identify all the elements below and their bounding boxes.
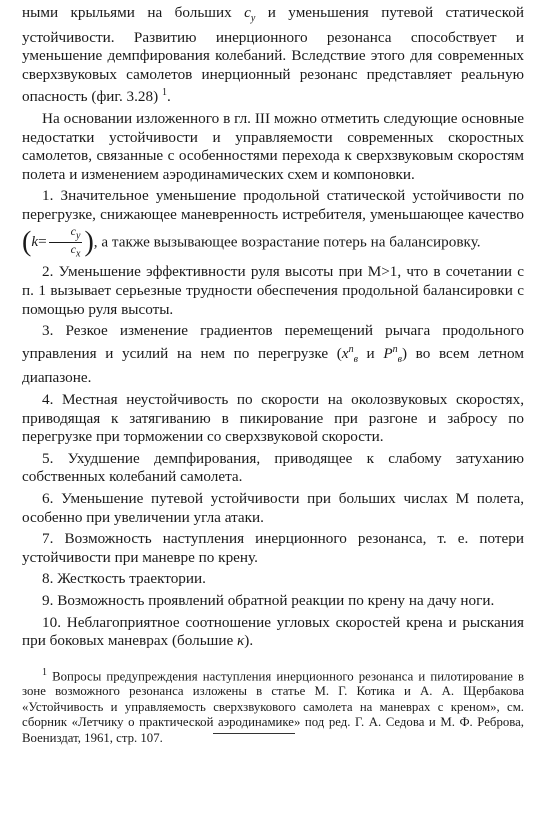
item-2: 2. Уменьшение эффективности руля высоты при M>1, что в сочетании с п. 1 вызывает серьезные трудности обеспечения продольной балансировки с помощью руля высоты.: [22, 263, 524, 318]
intro-text-rest: и уменьшения путевой статической устойчивости. Развитию инерционного резонанса способствует и уменьшение демпфирования колебаний. Вследствие этого для современных сверхзвуковых самолетов инерционный резонанс представляет реальную опасность (фиг. 3.28): [22, 4, 525, 106]
footnote-ref: 1: [161, 87, 167, 99]
cy-symbol: $c_y$: [244, 4, 256, 25]
lead-paragraph: На основании изложенного в гл. III можно отметить следующие основные недостатки устойчивости и управляемости современных скоростных самолетов, связанные с особенностями перехода к сверхзвуковым скоростям полета и изменением аэродинамических схем и компоновки.: [22, 110, 524, 183]
item-9: 9. Возможность проявлений обратной реакции по крену на дачу ноги.: [42, 592, 495, 609]
item-10: 10. Неблагоприятное соотношение угловых скоростей крена и рыскания при боковых маневрах (большие κ).: [22, 613, 524, 650]
footnote-mark: 1: [42, 666, 47, 678]
page-body: [22, 4, 524, 759]
cy-over-cx-fraction: $\frac{c_y}{c_x}$: [49, 225, 83, 261]
x-symbol: $x^n_в$: [341, 343, 358, 365]
intro-paragraph: ными крыльями на больших $c_y$ и уменьшения путевой статической устойчивости. Развитию инерционного резонанса способствует и уменьшение демпфирования колебаний. Вследствие этого для современных сверхзвуковых самолетов инерционный резонанс представляет реальную опасность (фиг. 3.28) $^1$.: [22, 4, 525, 106]
item-7: 7. Возможность наступления инерционного резонанса, т. е. потери устойчивости при маневре по крену.: [22, 530, 524, 566]
intro-text-start: ными крыльями на больших: [22, 4, 232, 21]
kappa-symbol: κ: [237, 632, 245, 650]
item-6: 6. Уменьшение путевой устойчивости при больших числах M полета, особенно при увеличении угла атаки.: [22, 490, 524, 526]
item-8: 8. Жесткость траектории.: [42, 570, 206, 588]
item-3: 3. Резкое изменение градиентов перемещений рычага продольного управления и усилий на нем по перегрузке ($x^n_в$ и $P^n_в$) во всем летном диапазоне.: [22, 322, 524, 387]
footnote-text: Вопросы предупреждения наступления инерционного резонанса и пилотирование в зоне возможного резонанса изложены в статье М. Г. Котика и А. А. Щербакова «Устойчивость и управляемость сверхзвукового самолета на маневрах с креном», см. сборник «Летчику о практической аэродинамике» под ред. Г. А. Седова и М. Ф. Реброва, Воениздат, 1961, стр. 107.: [22, 669, 524, 745]
quality-formula: (k= $\frac{c_y}{c_x}$ ): [22, 223, 94, 260]
p-symbol: $P^n_в$: [383, 343, 402, 365]
bottom-divider: [213, 733, 295, 734]
item-5: 5. Ухудшение демпфирования, приводящее к слабому затуханию собственных колебаний самолета.: [22, 449, 524, 486]
item-4: 4. Местная неустойчивость по скорости на околозвуковых скоростях, приводящая к затягиванию в пикирование при разгоне и забросу по перегрузке при торможении со сверхзвуковой скорости.: [22, 391, 524, 446]
item-1: 1. Значительное уменьшение продольной статической устойчивости по перегрузке, снижающее маневренность истребителя, уменьшающее качество (k= $\frac{c_y}{c_x}$ ), а также вызывающее возрастание потерь на балансировку.: [22, 187, 524, 260]
